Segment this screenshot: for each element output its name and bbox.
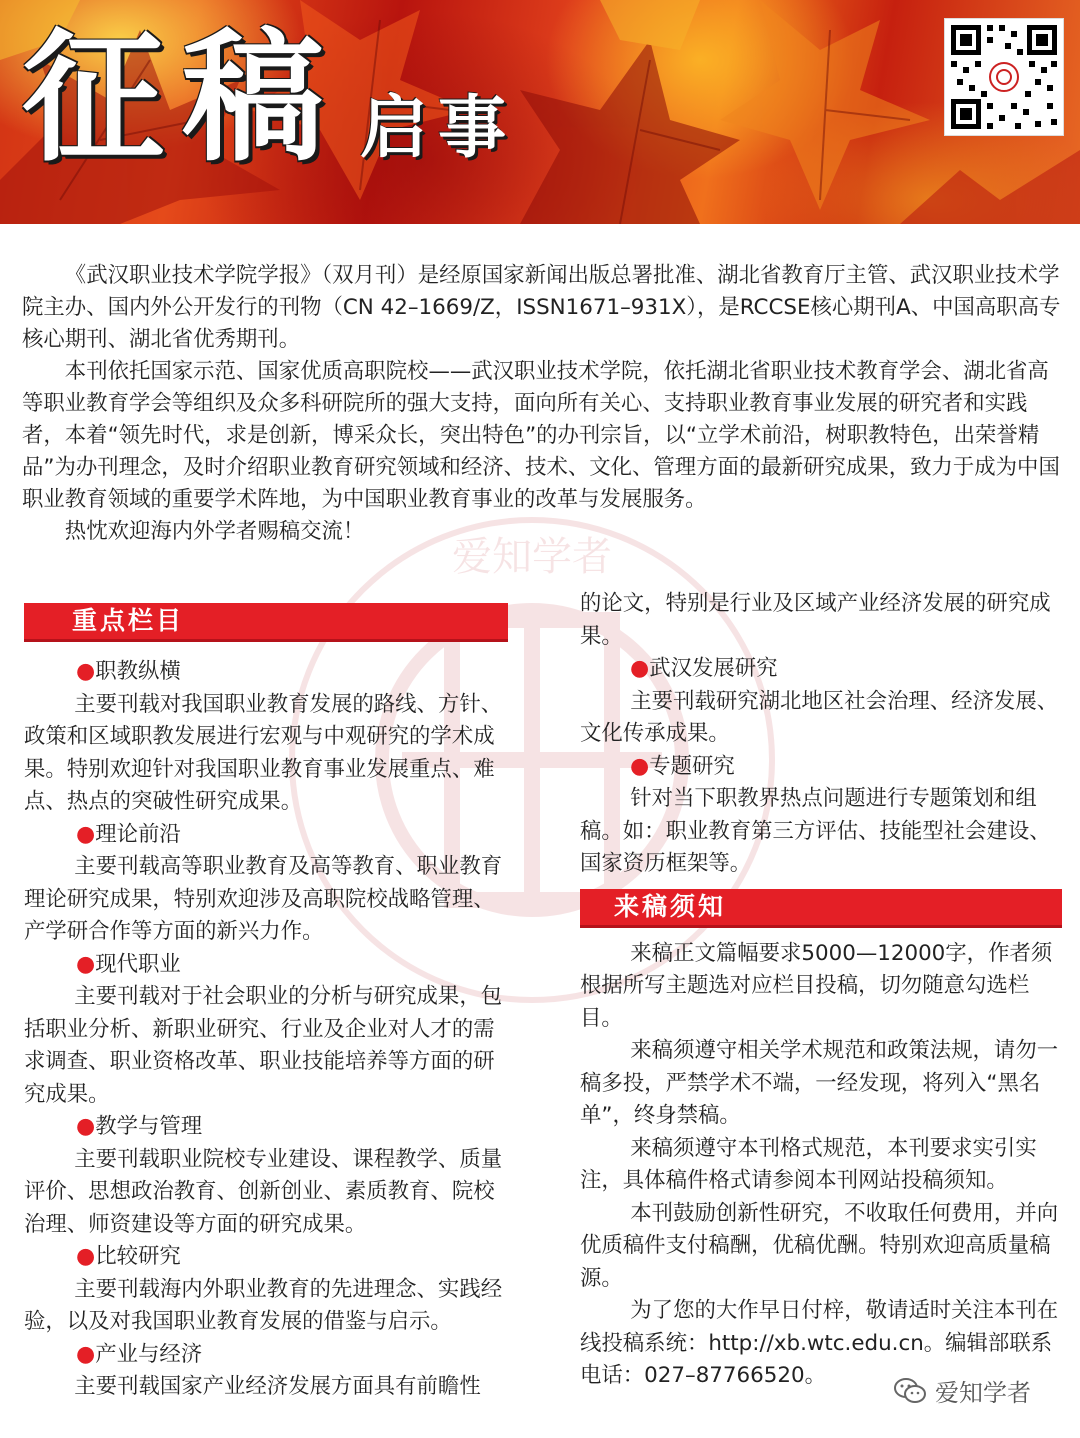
intro-paragraph-1: 《武汉职业技术学院学报》（双月刊）是经原国家新闻出版总署批准、湖北省教育厅主管、武汉职业技术学院主办、国内外公开发行的刊物（CN 42–1669/Z，ISSN1671–931X），是RCCSE核心期刊A、中国高职高专核心期刊、湖北省优秀期刊。 (22, 263, 1061, 352)
column-item-title: ●职教纵横 (76, 659, 181, 684)
column-item-desc: 主要刊载研究湖北地区社会治理、经济发展、文化传承成果。 (580, 688, 1059, 746)
right-column (580, 588, 1062, 1393)
bullet-dot-icon: ● (76, 821, 96, 847)
column-item-desc: 主要刊载海内外职业教育的先进理念、实践经验，以及对我国职业教育发展的借鉴与启示。 (24, 1276, 503, 1334)
column-item-desc: 主要刊载对我国职业教育发展的路线、方针、政策和区域职教发展进行宏观与中观研究的学术成果。特别欢迎针对我国职业教育事业发展重点、难点、热点的突破性研究成果。 (24, 691, 503, 814)
column-item-desc: 主要刊载对于社会职业的分析与研究成果，包括职业分析、新职业研究、行业及企业对人才的需求调查、职业资格改革、职业技能培养等方面的研究成果。 (24, 984, 503, 1107)
column-item-title: ●现代职业 (76, 951, 181, 977)
submission-paragraph: 来稿正文篇幅要求5000—12000字，作者须根据所写主题选对应栏目投稿，切勿随意勾选栏目。 (580, 940, 1053, 1031)
submission-paragraph: 本刊鼓励创新性研究，不收取任何费用，并向优质稿件支付稿酬，优稿优酬。特别欢迎高质量稿源。 (580, 1200, 1059, 1291)
column-item-desc: 针对当下职教界热点问题进行专题策划和组稿。如：职业教育第三方评估、技能型社会建设、国家资历框架等。 (580, 786, 1051, 876)
intro-section (22, 260, 1062, 548)
bullet-dot-icon: ● (630, 753, 650, 779)
svg-text:爱知学者: 爱知学者 (452, 534, 612, 580)
submission-paragraph: 为了您的大作早日付梓，敬请适时关注本刊在线投稿系统：http://xb.wtc.edu.cn。编辑部联系电话：027–87766520。 (580, 1298, 1059, 1388)
bullet-dot-icon: ● (630, 656, 650, 681)
bullet-dot-icon: ● (76, 1244, 96, 1269)
column-item-title: ●教学与管理 (76, 1114, 203, 1139)
bullet-dot-icon: ● (76, 1341, 96, 1367)
bullet-dot-icon: ● (76, 659, 96, 684)
key-columns-section (24, 603, 508, 1404)
wechat-account-name: 爱知学者 (935, 1379, 1031, 1407)
banner-title-sub: 启事 (360, 89, 517, 168)
column-item-title: ●产业与经济 (76, 1341, 203, 1367)
column-item-title: ●武汉发展研究 (630, 656, 778, 681)
column-item-desc: 主要刊载高等职业教育及高等教育、职业教育理论研究成果，特别欢迎涉及高职院校战略管理、产学研合作等方面的新兴力作。 (24, 854, 503, 944)
header-banner (0, 0, 1080, 224)
banner-title-main: 征稿 (22, 16, 342, 181)
bullet-dot-icon: ● (76, 1114, 96, 1139)
column-item-title: ●比较研究 (76, 1244, 181, 1269)
column-item-desc-continued: 的论文，特别是行业及区域产业经济发展的研究成果。 (580, 591, 1051, 649)
qr-code-image (944, 18, 1064, 136)
submission-heading: 来稿须知 (580, 889, 1062, 928)
intro-paragraph-3: 热忱欢迎海内外学者赐稿交流！ (64, 519, 365, 544)
wechat-icon (893, 1377, 927, 1405)
column-item-desc: 主要刊载国家产业经济发展方面具有前瞻性 (74, 1374, 481, 1399)
intro-paragraph-2: 本刊依托国家示范、国家优质高职院校——武汉职业技术学院，依托湖北省职业技术教育学会、湖北省高等职业教育学会等组织及众多科研院所的强大支持，面向所有关心、支持职业教育事业发展的研究者和实践者，本着“领先时代，求是创新，博采众长，突出特色”的办刊宗旨，以“立学术前沿，树职教特色，出荣誉精品”为办刊理念，及时介绍职业教育研究领域和经济、技术、文化、管理方面的最新研究成果，致力于成为中国职业教育领域的重要学术阵地，为中国职业教育事业的改革与发展服务。 (22, 359, 1060, 512)
column-item-title: ●理论前沿 (76, 821, 181, 847)
column-item-title: ●专题研究 (630, 753, 735, 779)
bullet-dot-icon: ● (76, 951, 96, 977)
wechat-account-mark (893, 1373, 1031, 1408)
column-item-desc: 主要刊载职业院校专业建设、课程教学、质量评价、思想政治教育、创新创业、素质教育、院校治理、师资建设等方面的研究成果。 (24, 1146, 503, 1237)
key-columns-heading: 重点栏目 (24, 603, 508, 642)
submission-paragraph: 来稿须遵守本刊格式规范，本刊要求实引实注，具体稿件格式请参阅本刊网站投稿须知。 (580, 1135, 1037, 1193)
submission-paragraph: 来稿须遵守相关学术规范和政策法规，请勿一稿多投，严禁学术不端，一经发现，将列入“黑名单”，终身禁稿。 (580, 1038, 1059, 1128)
